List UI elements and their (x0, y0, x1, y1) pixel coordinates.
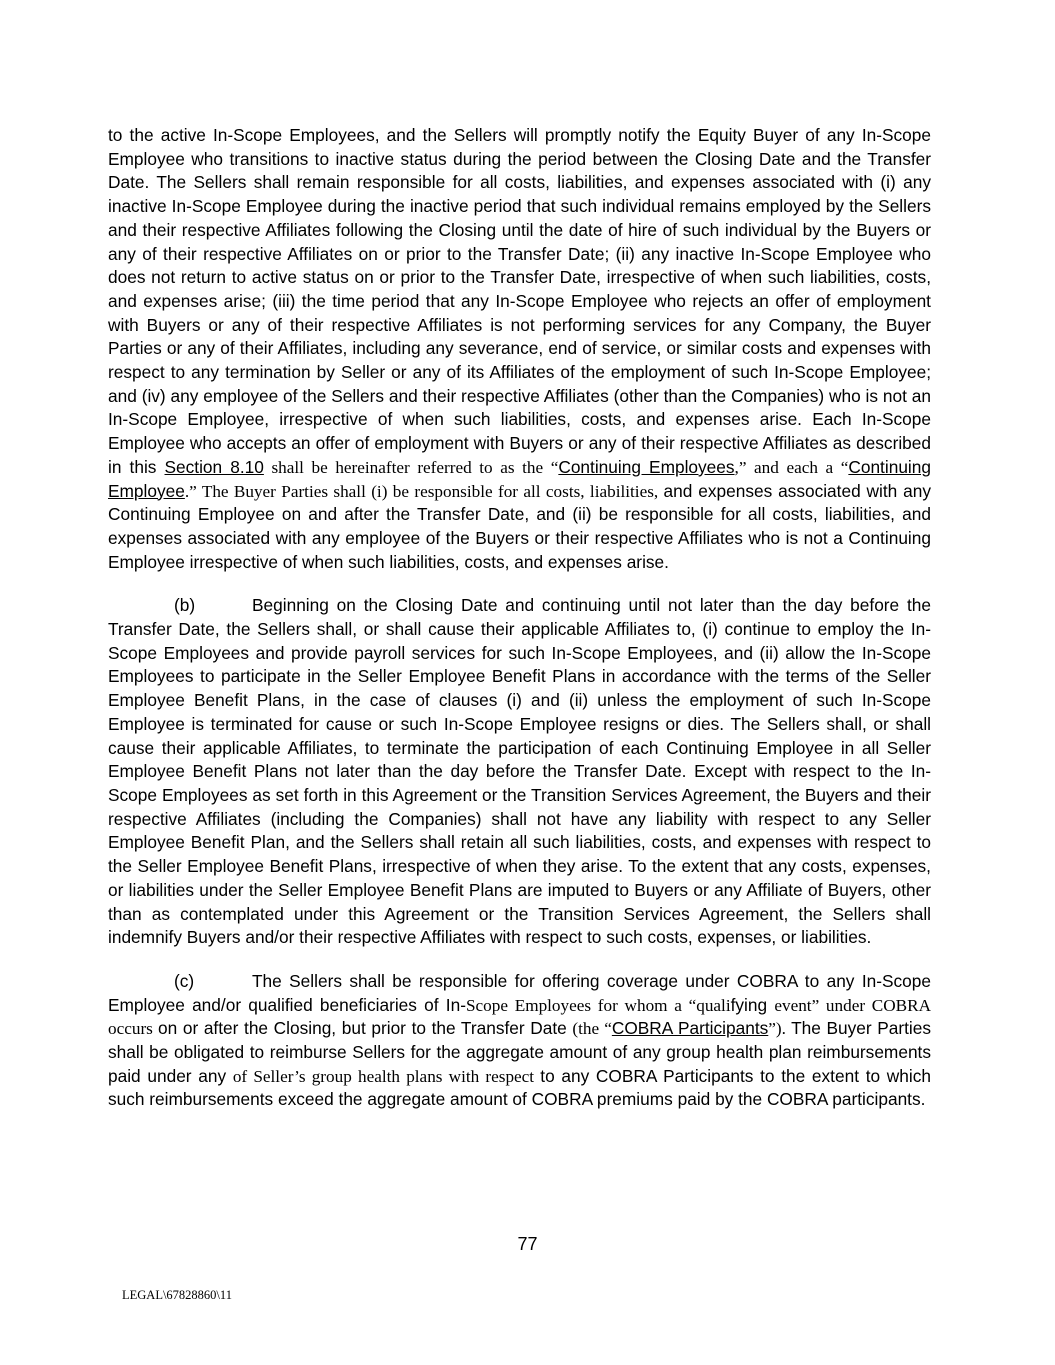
text-run: Beginning on the Closing Date and continuing until not later than the day before the Transfer Date, the Sellers shall, or shall cause their applicable Affiliates to, (i) continue to employ the In-Scope Employees and provide payroll services for such In-Scope Employees, and (ii) allow the In-Scope Employees to participate in the Seller Employee Benefit Plans in accordance with the terms of the Seller Employee Benefit Plans, in the case of clauses (i) and (ii) unless the employment of such In-Scope Employee is terminated for cause or such In-Scope Employee resigns or dies. The Sellers shall, or shall cause their applicable Affiliates, to terminate the participation of each Continuing Employee in all Seller Employee Benefit Plans not later than the day before the Transfer Date. Except with respect to the In- Scope Employees as set forth in this Agreement or the Transition Services Agreement, the Buyers and their respective Affiliates (including the Companies) shall not have any liability with respect to any Seller Employee Benefit Plan, and the Sellers shall retain all such liabilities, costs, and expenses with respect to the Seller Employee Benefit Plans, irrespective of when they arise. To the extent that any costs, expenses, or liabilities under the Seller Employee Benefit Plans are imputed to Buyers or any Affiliate of Buyers, other than as contemplated under this Agreement or the Transition Services Agreement, the Sellers shall indemnify Buyers and/or their respective Affiliates with respect to such costs, expenses, or liabilities. (108, 595, 931, 948)
text-run: on or after the Closing, but prior to the Transfer Date (157, 1018, 573, 1039)
page-number: 77 (517, 1234, 538, 1254)
defined-term: Section 8.10 (164, 456, 264, 477)
text-run: fying (730, 994, 775, 1015)
text-run: The Sellers shall be responsible for offering coverage under COBRA to any In-Scope Employee and/or qualified beneficiaries of In- (108, 970, 931, 1015)
text-run: of Seller’s group health plans with respect (232, 1066, 541, 1086)
body-text (108, 124, 931, 1112)
paragraph-a-continued (108, 124, 931, 574)
defined-term: COBRA Participants (611, 1018, 769, 1039)
text-run: and expenses associated with any Continuing Employee on and after the Transfer Date, and (ii) be responsible for all costs, liabilities, and expenses associated with any employee of the Buyers or their respective Affiliates who is not a Continuing Employee irrespective of when such liabilities, costs, and expenses arise. (108, 480, 931, 572)
text-run: .” The Buyer Parties shall (i) be responsible for all costs, liabilities, (184, 481, 664, 501)
text-run: The Buyer Parties shall be obligated to reimburse Sellers for the aggregate amount of any group health plan reimbursements paid under any (108, 1018, 932, 1086)
defined-term: Continuing Employee (108, 456, 931, 501)
text-run: Scope Employees for whom a “quali (465, 995, 731, 1015)
paragraph-label: (c) (174, 970, 195, 991)
text-run: ”). (768, 1019, 792, 1039)
text-run: shall be hereinafter referred to as the “ (263, 457, 559, 477)
document-id: LEGAL\67828860\11 (122, 1288, 232, 1302)
paragraph-label: (b) (174, 595, 196, 616)
paragraph-c (108, 970, 931, 1112)
paragraph-b (108, 594, 931, 950)
text-run: to the active In-Scope Employees, and the Sellers will promptly notify the Equity Buyer of any In-Scope Employee who transitions to inactive status during the period between the Closing Date and the Transfer Date. The Sellers shall remain responsible for all costs, liabilities, and expenses associated with (i) any inactive In-Scope Employee during the inactive period that such individual remains employed by the Sellers and their respective Affiliates following the Closing until the date of hire of such individual by the Buyers or any of their respective Affiliates on or prior to the Transfer Date; (ii) any inactive In-Scope Employee who does not return to active status on or prior to the Transfer Date, irrespective of when such liabilities, costs, and expenses arise; (iii) the time period that any In-Scope Employee who rejects an offer of employment with Buyers or any of their respective Affiliates is not performing services for any Company, the Buyer Parties or any of their Affiliates, including any severance, end of service, or similar costs and expenses with respect to any termination by Seller or any of its Affiliates of the employment of such In-Scope Employee; and (iv) any employee of the Sellers and their respective Affiliates (other than the Companies) who is not an In-Scope Employee, irrespective of when such liabilities, costs, and expenses arise. Each In-Scope Employee who accepts an offer of employment with Buyers or any of their respective Affiliates as described in this (108, 125, 931, 477)
text-run: ,” and each a “ (734, 457, 849, 477)
text-run: (the “ (572, 1019, 612, 1039)
defined-term: Continuing Employees (558, 456, 735, 477)
text-run: to any COBRA Participants to the extent to which such reimbursements exceed the aggregate amount of COBRA premiums paid by the COBRA participants. (108, 1065, 931, 1110)
text-run: event” under COBRA occurs (108, 995, 931, 1039)
